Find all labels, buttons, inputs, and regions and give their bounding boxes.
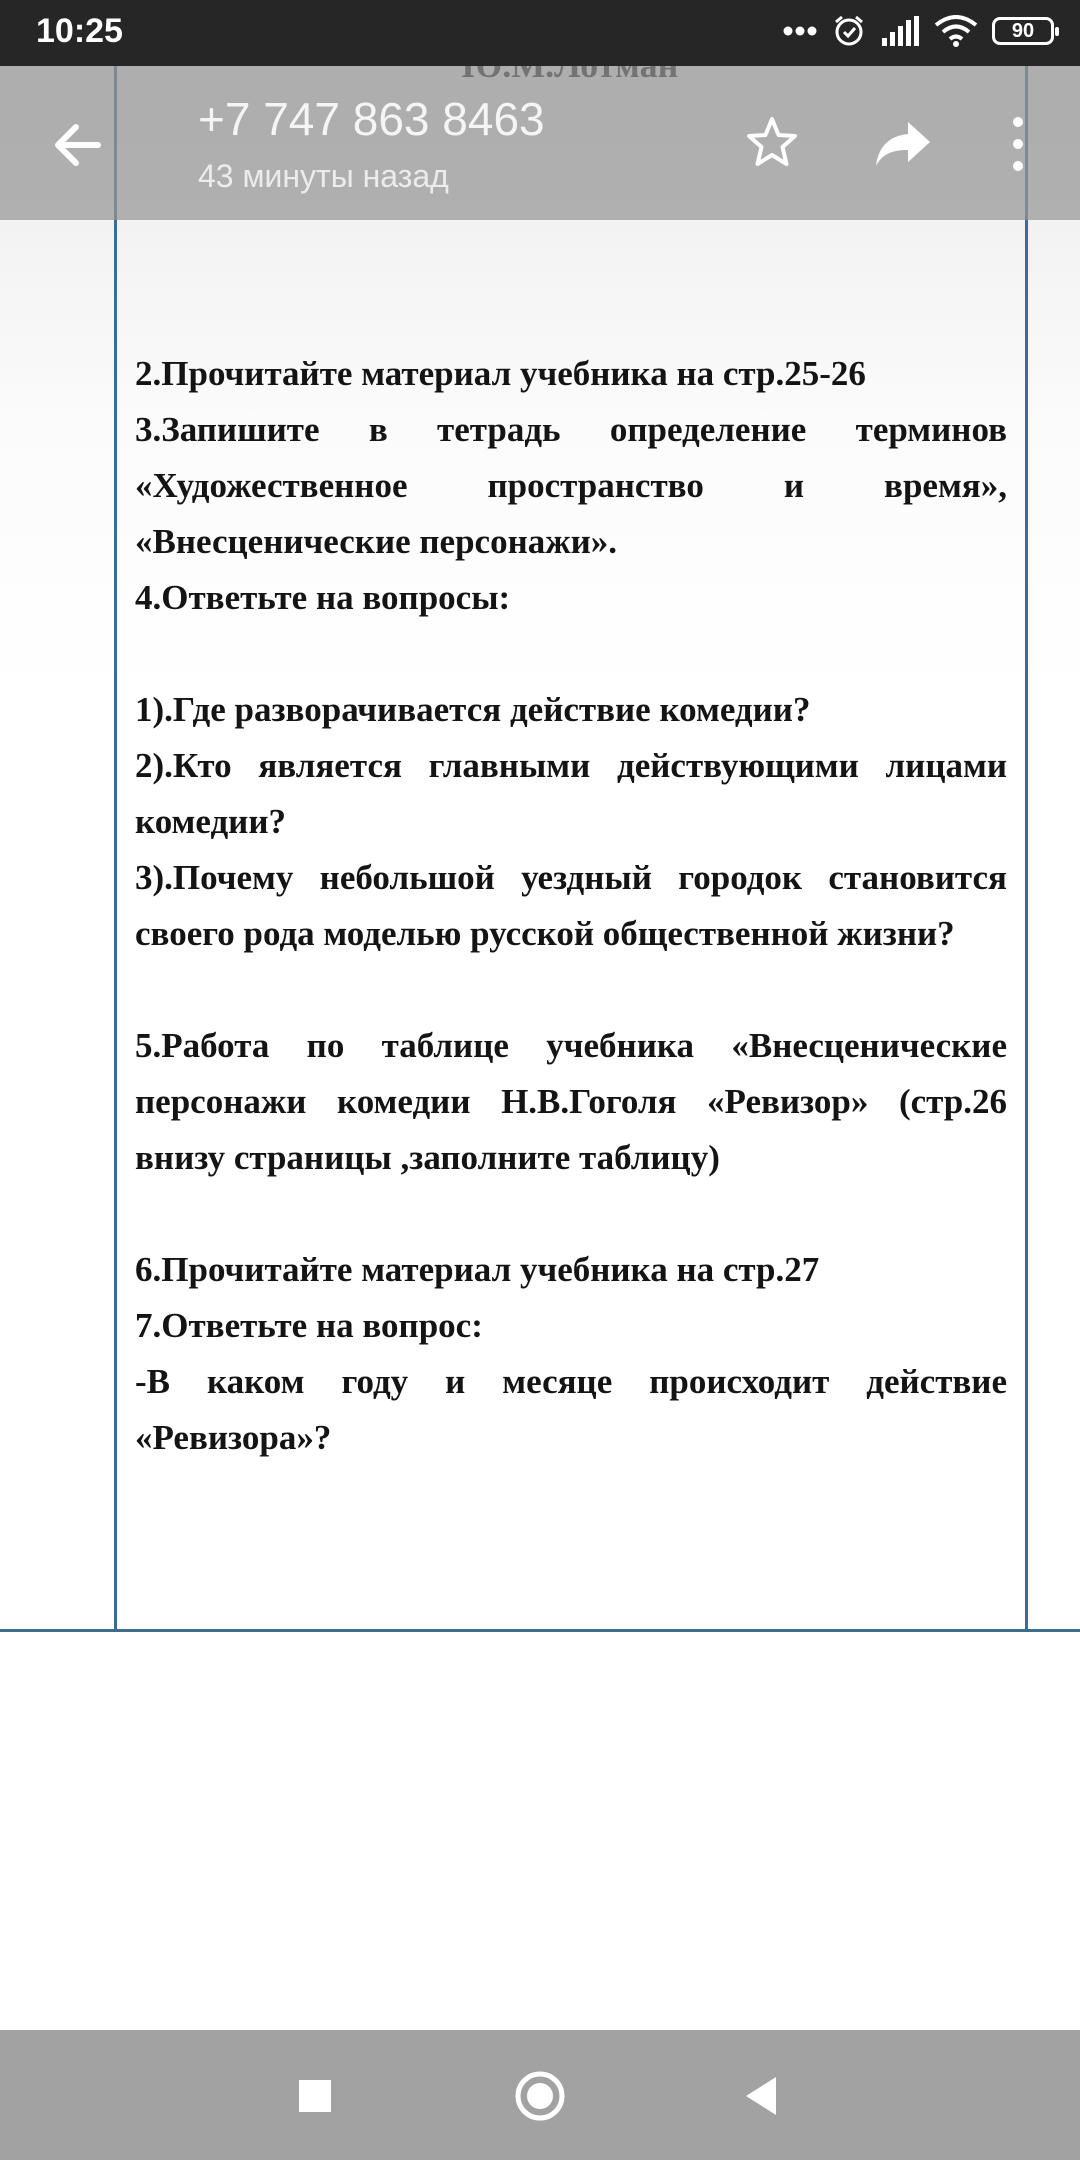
- recents-square-icon[interactable]: [284, 2065, 346, 2127]
- contact-name: +7 747 863 8463: [198, 93, 545, 145]
- table-border-bottom: [0, 1629, 1080, 1632]
- task-5: 5.Работа по таблице учебника «Внесценические персонажи комедии Н.В.Гоголя «Ревизор» (стр.26 внизу страницы ,заполните таблицу): [135, 1026, 1007, 1177]
- star-icon[interactable]: [744, 114, 800, 170]
- app-bar: [0, 66, 1080, 220]
- question-1: 1).Где разворачивается действие комедии?: [135, 690, 811, 729]
- signal-icon: [880, 16, 920, 46]
- table-border-right: [1025, 0, 1028, 1632]
- status-bar: [0, 0, 1080, 66]
- battery-level: 90: [1011, 19, 1035, 42]
- message-timestamp: 43 минуты назад: [198, 158, 449, 194]
- wifi-icon: [934, 15, 978, 47]
- task-6: 6.Прочитайте материал учебника на стр.27: [135, 1250, 820, 1289]
- status-time: 10:25: [36, 12, 123, 50]
- task-3: 3.Запишите в тетрадь определение терминов «Художественное пространство и время», «Внесценические персонажи».: [135, 410, 1007, 561]
- back-arrow-icon[interactable]: [46, 114, 108, 176]
- alarm-icon: [832, 14, 866, 48]
- back-triangle-icon[interactable]: [730, 2065, 792, 2127]
- share-icon[interactable]: [872, 116, 934, 172]
- question-3: 3).Почему небольшой уездный городок становится своего рода моделью русской общественной жизни?: [135, 858, 1007, 953]
- task-7: 7.Ответьте на вопрос:: [135, 1306, 483, 1345]
- table-border-left: [114, 0, 117, 1632]
- status-icons: [782, 14, 1054, 48]
- task-7-question: -В каком году и месяце происходит действие «Ревизора»?: [135, 1362, 1007, 1457]
- question-2: 2).Кто является главными действующими лицами комедии?: [135, 746, 1007, 841]
- more-vert-icon[interactable]: [1004, 114, 1032, 174]
- navigation-bar: [0, 2030, 1080, 2160]
- home-circle-icon[interactable]: [509, 2065, 571, 2127]
- document-text: [135, 346, 1007, 1466]
- battery-icon: [992, 17, 1054, 45]
- task-2: 2.Прочитайте материал учебника на стр.25-26: [135, 354, 866, 393]
- dots-icon: [782, 25, 818, 37]
- task-4: 4.Ответьте на вопросы:: [135, 578, 511, 617]
